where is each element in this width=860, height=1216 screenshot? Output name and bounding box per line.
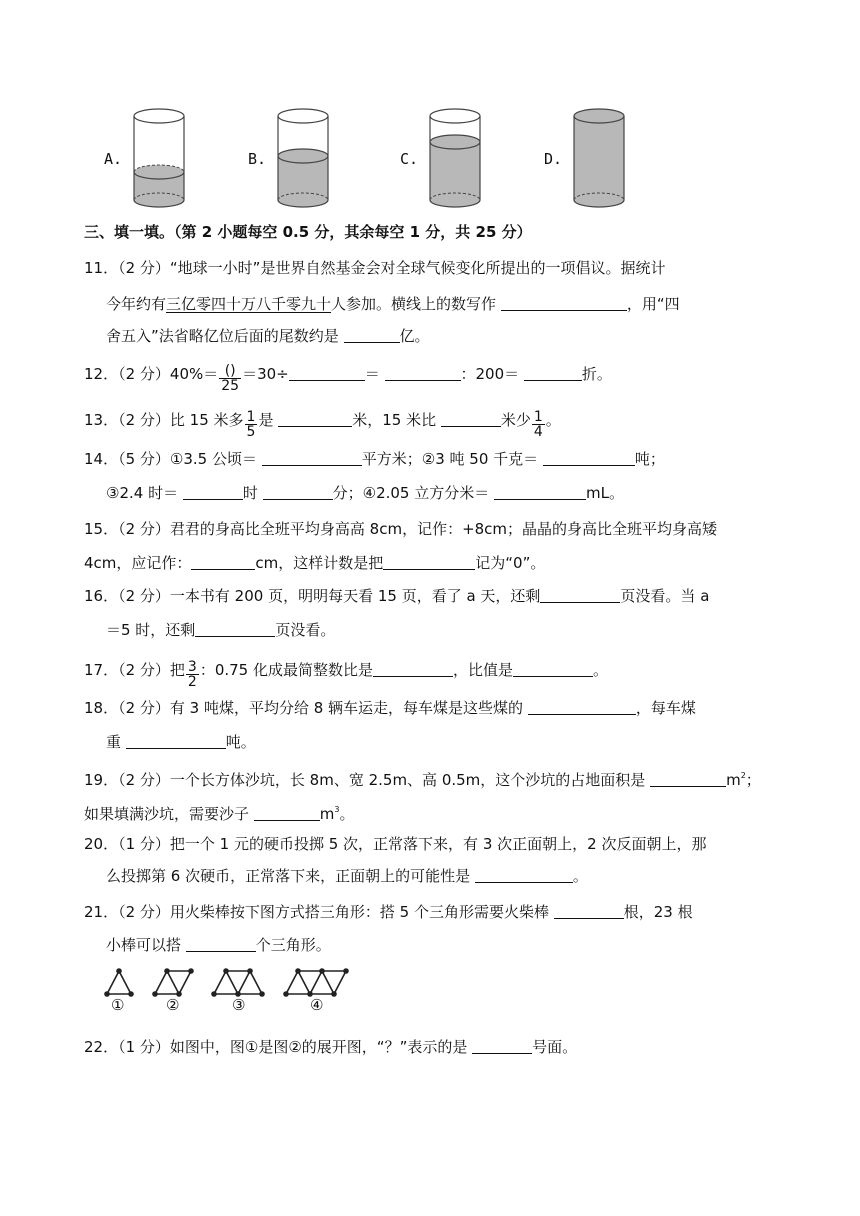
q19-text: m (319, 805, 335, 823)
q17-fraction (186, 660, 199, 689)
q19-text: 。 (339, 805, 355, 823)
q13-fraction-1-den: 5 (246, 424, 256, 440)
q12-text: 12．（2 分）40%＝ (84, 365, 219, 383)
q18-line2 (106, 732, 256, 752)
q19-superscript: 3 (334, 805, 340, 814)
q17-fraction-num: 3 (187, 659, 197, 675)
q19-line2 (84, 800, 355, 824)
q13-blank-1[interactable] (278, 411, 352, 427)
q15-text: 4cm，应记作： (84, 554, 192, 572)
q21-text: 21．（2 分）用火柴棒按下图方式搭三角形：搭 5 个三角形需要火柴棒 (84, 903, 554, 921)
q20-text: 么投掷第 6 次硬币，正常落下来，正面朝上的可能性是 (106, 867, 475, 885)
q15-text: cm，这样计数是把 (255, 554, 384, 572)
q14-blank-2[interactable] (543, 450, 635, 466)
q17-text: 17．（2 分）把 (84, 661, 185, 679)
q15-line1: 15．（2 分）君君的身高比全班平均身高高 8cm，记作：+8cm；晶晶的身高比全班平均身高矮 (84, 520, 718, 538)
q14-text: 14．（5 分）①3.5 公顷＝ (84, 450, 262, 468)
q13-text: 是 (258, 411, 279, 429)
q14-text: mL。 (586, 484, 624, 502)
option-a-label: A. (104, 150, 123, 168)
q16-line2 (106, 620, 335, 640)
q14-text: ③2.4 时＝ (106, 484, 183, 502)
q16-blank-1[interactable] (540, 587, 620, 603)
q13-fraction-2-den: 4 (533, 424, 543, 440)
q15-line2 (84, 553, 545, 573)
q12-text: ：200＝ (460, 365, 524, 383)
q17-text: 。 (593, 661, 609, 679)
q19-text: ； (745, 771, 761, 789)
q11-underlined-number: 三亿零四十万八千零九十 (166, 295, 332, 313)
q14-line1 (84, 449, 665, 469)
q19-text: 如果填满沙坑，需要沙子 (84, 805, 254, 823)
q12-line (84, 364, 612, 393)
q14-blank-3[interactable] (183, 484, 243, 500)
q18-text: ，每车煤 (635, 699, 696, 717)
q18-text: 吨。 (225, 733, 256, 751)
fig-label-3: ③ (232, 996, 246, 1014)
q14-text: 分；④2.05 立方分米＝ (332, 484, 495, 502)
q20-blank-1[interactable] (475, 867, 573, 883)
q13-line (84, 410, 561, 439)
q19-blank-2[interactable] (254, 805, 320, 821)
cylinder-a (128, 104, 190, 216)
q18-text: 18．（2 分）有 3 吨煤，平均分给 8 辆车运走，每车煤是这些煤的 (84, 699, 528, 717)
q11-blank-1[interactable] (501, 295, 627, 311)
q17-blank-1[interactable] (373, 661, 453, 677)
q19-text: 19．（2 分）一个长方体沙坑，长 8m、宽 2.5m、高 0.5m，这个沙坑的占地面积是 (84, 771, 651, 789)
q16-blank-2[interactable] (195, 621, 275, 637)
q16-text: ＝5 时，还剩 (106, 621, 196, 639)
q13-fraction-1-num: 1 (246, 409, 256, 425)
q11-text: 舍五入”法省略亿位后面的尾数约是 (106, 327, 344, 345)
q17-fraction-den: 2 (187, 674, 197, 690)
q12-text: ＝ (364, 365, 385, 383)
q12-blank-2[interactable] (385, 365, 461, 381)
q20-line1: 20．（1 分）把一个 1 元的硬币投掷 5 次，正常落下来，有 3 次正面朝上，2 次反面朝上，那 (84, 835, 707, 853)
q21-text: 小棒可以搭 (106, 936, 186, 954)
q11-line1: 11．（2 分）“地球一小时”是世界自然基金会对全球气候变化所提出的一项倡议。据统计 (84, 259, 666, 277)
q19-text: m (726, 771, 741, 789)
q15-text: 记为“0”。 (475, 554, 546, 572)
q13-fraction-1 (245, 410, 258, 439)
q15-blank-1[interactable] (191, 554, 255, 570)
q21-line2 (106, 935, 331, 955)
q16-text: 页没看。 (275, 621, 336, 639)
q11-line2 (106, 294, 680, 314)
q11-text: 亿。 (399, 327, 430, 345)
cylinder-b (272, 104, 334, 216)
q16-line1 (84, 586, 709, 606)
q21-line1 (84, 902, 693, 922)
q13-blank-2[interactable] (441, 411, 501, 427)
q21-blank-1[interactable] (554, 903, 624, 919)
q21-text: 根，23 根 (623, 903, 693, 921)
q14-text: 吨； (634, 450, 665, 468)
q14-line2 (106, 483, 624, 503)
cylinder-c (424, 104, 486, 216)
q12-fraction-den: 25 (221, 378, 240, 394)
q13-text: 米少 (500, 411, 531, 429)
q12-text: 折。 (581, 365, 612, 383)
q16-text: 16．（2 分）一本书有 200 页，明明每天看 15 页，看了 a 天，还剩 (84, 587, 541, 605)
q16-text: 页没看。当 a (620, 587, 710, 605)
q12-blank-3[interactable] (524, 365, 582, 381)
section-title: 三、填一填。（第 2 小题每空 0.5 分，其余每空 1 分，共 25 分） (84, 223, 532, 241)
q12-fraction-num: () (219, 364, 241, 379)
q21-text: 个三角形。 (255, 936, 331, 954)
q11-text: 今年约有 (106, 295, 167, 313)
q18-blank-2[interactable] (126, 733, 226, 749)
q18-line1 (84, 698, 696, 718)
q19-superscript: 2 (740, 771, 746, 780)
q14-text: 平方米；②3 吨 50 千克＝ (361, 450, 543, 468)
q13-text: 13．（2 分）比 15 米多 (84, 411, 244, 429)
q14-text: 时 (242, 484, 263, 502)
q11-blank-2[interactable] (344, 327, 400, 343)
q22-blank-1[interactable] (472, 1038, 532, 1054)
q22-text: 22．（1 分）如图中，图①是图②的展开图，“？”表示的是 (84, 1038, 473, 1056)
q19-line1 (84, 766, 761, 790)
option-d-label: D. (544, 150, 563, 168)
q15-blank-2[interactable] (383, 554, 475, 570)
q12-blank-1[interactable] (289, 365, 365, 381)
q22-text: 号面。 (532, 1038, 578, 1056)
q17-blank-2[interactable] (513, 661, 593, 677)
q17-text: ，比值是 (453, 661, 514, 679)
q13-text: 。 (545, 411, 561, 429)
q13-fraction-2 (532, 410, 545, 439)
q13-fraction-2-num: 1 (533, 409, 543, 425)
q17-line (84, 660, 608, 689)
q22-line (84, 1037, 577, 1057)
q17-text: ：0.75 化成最简整数比是 (199, 661, 373, 679)
q18-text: 重 (106, 733, 126, 751)
q12-fraction (219, 364, 241, 393)
option-c-label: C. (400, 150, 419, 168)
q18-blank-1[interactable] (528, 699, 636, 715)
fig-label-4: ④ (310, 996, 324, 1014)
q11-text: ，用“四 (626, 295, 680, 313)
q19-blank-1[interactable] (650, 771, 726, 787)
q13-text: 米，15 米比 (352, 411, 441, 429)
cylinder-d (568, 104, 630, 216)
option-b-label: B. (248, 150, 267, 168)
q12-text: ＝30÷ (242, 365, 289, 383)
fig-label-1: ① (111, 996, 125, 1014)
q14-blank-4[interactable] (263, 484, 333, 500)
q20-text: 。 (572, 867, 588, 885)
q11-line3 (106, 326, 430, 346)
q20-line2 (106, 866, 588, 886)
fig-label-2: ② (166, 996, 180, 1014)
q21-blank-2[interactable] (186, 936, 256, 952)
q14-blank-1[interactable] (262, 450, 362, 466)
q14-blank-5[interactable] (494, 484, 586, 500)
q11-text: 人参加。横线上的数写作 (331, 295, 501, 313)
